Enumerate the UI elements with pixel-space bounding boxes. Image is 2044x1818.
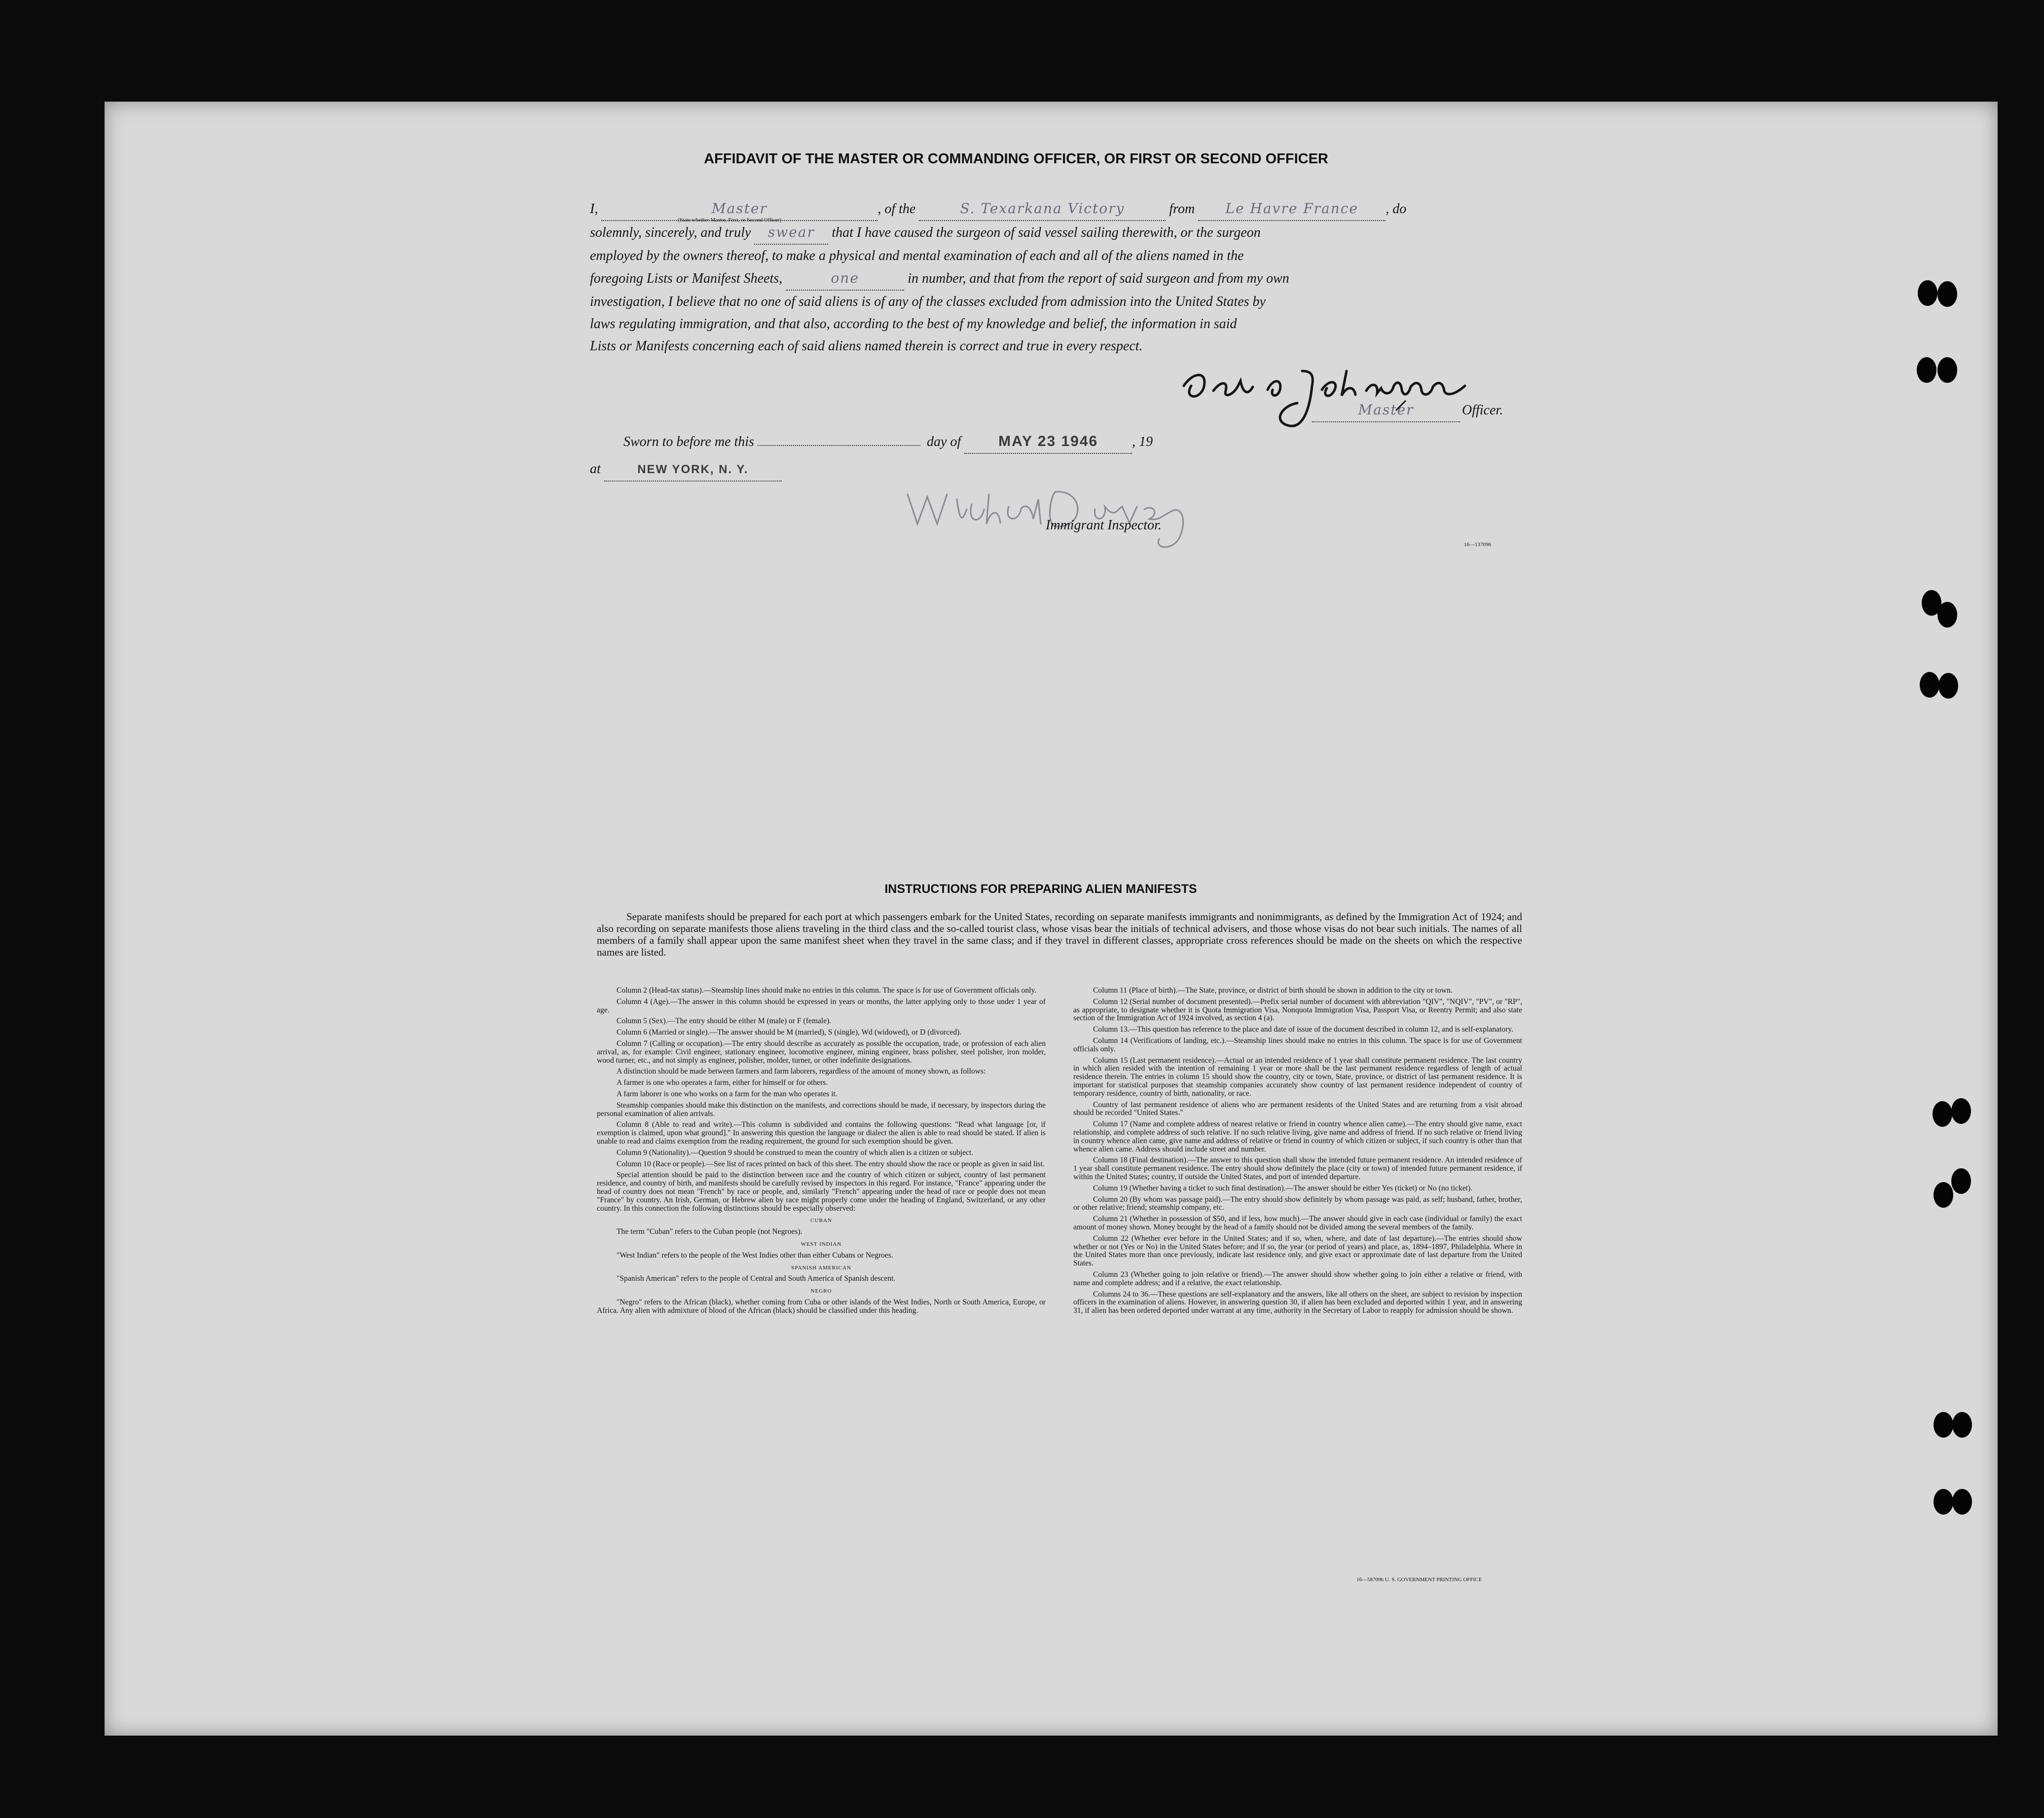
- section-heading: SPANISH AMERICAN: [791, 1264, 851, 1271]
- form-number: 16—137096: [1464, 542, 1491, 548]
- punch-hole: [1952, 1412, 1972, 1438]
- instruction-paragraph: Column 20 (By whom was passage paid).—The entry should show definitely by whom passage was paid, as self; husband, father, brother, or other relative; friend; steamship company, etc.: [1073, 1195, 1522, 1212]
- instruction-paragraph: A farm laborer is one who works on a farm for the man who operates it.: [617, 1089, 838, 1098]
- printer-footer: 16—58709b U. S. GOVERNMENT PRINTING OFFICE: [1356, 1577, 1482, 1583]
- officer-line: Master Officer.: [1312, 399, 1503, 422]
- vessel-field: S. Texarkana Victory: [919, 197, 1166, 221]
- instruction-paragraph: The term "Cuban" refers to the Cuban people (not Negroes).: [617, 1227, 803, 1236]
- place-field: NEW YORK, N. Y.: [604, 458, 782, 482]
- instruction-paragraph: Column 12 (Serial number of document presented).—Prefix serial number of document with abbreviation "QIV", "NQIV", "PV", or "RP", as appropriate, to designate whether it is Quota Immigration Visa, Nonquota Immigration Visa, Passport Visa, or Reentry Permit; and also state section of the Immigration Act of 1924 involved, as section 4 (a).: [1073, 997, 1522, 1023]
- instruction-paragraph: Special attention should be paid to the distinction between race and the country of which citizen or subject, country of last permanent residence, and country of birth, and manifests should be carefully revised by inspectors in this regard. For instance, "France" appearing under the head of country does not mean "French" by race or people, and, similarly "French" appearing under the head of race or people does not mean "France" by country. An Irish, German, or Hebrew alien by race might properly come under the heading of England, Switzerland, or any other country. In this connection the following distinctions should be especially observed:: [597, 1171, 1046, 1213]
- punch-hole: [1937, 602, 1957, 628]
- officer-title-field: Master: [1312, 399, 1460, 422]
- instruction-paragraph: "Spanish American" refers to the people of Central and South America of Spanish descent.: [617, 1274, 896, 1283]
- punch-hole: [1933, 1101, 1952, 1127]
- at-line: at NEW YORK, N. Y.: [590, 458, 782, 482]
- sheet-count-field: one: [786, 267, 904, 291]
- affidavit-line-7: Lists or Manifests concerning each of said aliens named therein is correct and true in every respect.: [590, 338, 1143, 354]
- instructions-title: INSTRUCTIONS FOR PREPARING ALIEN MANIFESTS: [884, 882, 1197, 896]
- punch-hole: [1951, 1098, 1971, 1124]
- affidavit-body: [590, 197, 1517, 357]
- affidavit-line-6: laws regulating immigration, and that also, according to the best of my knowledge and belief, the information in said: [590, 316, 1237, 332]
- punch-hole: [1934, 1412, 1953, 1438]
- oath-field: swear: [754, 221, 828, 245]
- affidavit-line-5: investigation, I believe that no one of said aliens is of any of the classes excluded from admission into the United States by: [590, 294, 1266, 309]
- instruction-paragraph: A distinction should be made between farmers and farm laborers, regardless of the amount of money shown, as follows:: [617, 1067, 986, 1076]
- instructions-intro: Separate manifests should be prepared for each port at which passengers embark for the United States, recording on separate manifests immigrants and nonimmigrants, as defined by the Immigration Act of 1924; and also recording on separate manifests those aliens traveling in the third class and the so-called tourist class, whose visas bear the initials of technical advisers, and those whose visas do not bear such initials. The names of all members of a family shall appear upon the same manifest sheet when they travel in the same class; and if they travel in different classes, appropriate cross references should be made on the sheets on which the respective names are listed.: [597, 911, 1522, 958]
- master-signature: [1174, 351, 1480, 435]
- instruction-paragraph: Columns 24 to 36.—These questions are self-explanatory and the answers, like all others on the sheet, are subject to revision by inspection officers in the examination of aliens. However, in answering question 30, if alien has been excluded and deported within 1 year, and in answering 31, if alien has been ordered deported under warrant at any time, authority in the Secretary of Labor to reapply for admission should be shown.: [1073, 1290, 1522, 1315]
- affidavit-title: AFFIDAVIT OF THE MASTER OR COMMANDING OFFICER, OR FIRST OR SECOND OFFICER: [704, 151, 1328, 167]
- rank-field: Master: [601, 197, 877, 221]
- section-heading: CUBAN: [810, 1218, 832, 1224]
- section-heading: WEST INDIAN: [801, 1241, 842, 1247]
- instruction-paragraph: Column 2 (Head-tax status).—Steamship lines should make no entries in this column. The space is for use of Government officials only.: [617, 986, 1037, 995]
- instruction-paragraph: Column 10 (Race or people).—See list of races printed on back of this sheet. The entry should show the race or people as given in said list.: [617, 1159, 1045, 1168]
- instruction-paragraph: Column 6 (Married or single).—The answer should be M (married), S (single), Wd (widowed), or D (divorced).: [617, 1028, 962, 1037]
- punch-hole: [1952, 1489, 1972, 1515]
- instruction-paragraph: Column 14 (Verifications of landing, etc.).—Steamship lines should make no entries in this column. The space is for use of Government officials only.: [1073, 1036, 1522, 1053]
- punch-hole: [1951, 1168, 1971, 1194]
- instruction-paragraph: Column 22 (Whether ever before in the United States; and if so, when, where, and date of last departure).—The entries should show whether or not (Yes or No) in the United States before; and if so, the year (or period of years) and place, as, 1894–1897, Philadelphia. Where in the United States more than once previously, indicate last residence only, and give exact or approximate date of last departure from the United States.: [1073, 1234, 1522, 1268]
- instruction-paragraph: "Negro" refers to the African (black), whether coming from Cuba or other islands of the West Indies, North or South America, Europe, or Africa. Any alien with admixture of blood of the African (black) should be classified under this heading.: [597, 1298, 1046, 1315]
- rank-subnote: (State whether Master, First, or Second Officer): [678, 217, 782, 223]
- punch-hole: [1938, 673, 1958, 699]
- instruction-paragraph: Column 4 (Age).—The answer in this column should be expressed in years or months, the latter applying only to those under 1 year of age.: [597, 997, 1046, 1014]
- affidavit-line-4: foregoing Lists or Manifest Sheets, one in number, and that from the report of said surgeon and from my own: [590, 267, 1517, 291]
- punch-hole: [1920, 672, 1939, 698]
- instruction-paragraph: Column 18 (Final destination).—The answer to this question shall show the intended future permanent residence. An intended residence of 1 year shall constitute permanent residence. The entry should show definitely the place (city or town) of intended future permanent residence, if within the United States; country, if outside the United States, and port of intended departure.: [1073, 1156, 1522, 1181]
- port-field: Le Havre France: [1198, 197, 1386, 221]
- instruction-paragraph: Column 8 (Able to read and write).—This column is subdivided and contains the following questions: "Read what language [or, if exemption is claimed, upon what ground]." In answering this question the language or dialect the alien is able to read should be stated. If alien is unable to read and claims exemption from the reading requirement, the ground for such exemption should be given.: [597, 1120, 1046, 1146]
- affidavit-line-1: I, Master , of the S. Texarkana Victory from Le Havre France , do: [590, 197, 1517, 221]
- affidavit-line-3: employed by the owners thereof, to make a physical and mental examination of each and all of the aliens named in the: [590, 248, 1244, 263]
- instruction-paragraph: Column 15 (Last permanent residence).—Actual or an intended residence of 1 year shall constitute permanent residence. The last country in which alien resided with the intention of remaining 1 year or more shall be the last permanent residence regardless of length of actual residence therein. The entries in column 15 should show the country, city or town, State, province, or district of last permanent residence. It is important for statistical purposes that steamship companies accurately show country of last permanent residence independent of country of temporary residence, country of birth, nationality, or race.: [1073, 1056, 1522, 1098]
- instruction-paragraph: Country of last permanent residence of aliens who are permanent residents of the United States and are returning from a visit abroad should be recorded "United States.": [1073, 1100, 1522, 1117]
- instruction-paragraph: Column 19 (Whether having a ticket to such final destination).—The answer should be either Yes (ticket) or No (no ticket).: [1093, 1184, 1473, 1192]
- instruction-paragraph: Column 5 (Sex).—The entry should be either M (male) or F (female).: [617, 1017, 832, 1026]
- punch-hole: [1934, 1489, 1953, 1515]
- sworn-day-field: [758, 445, 920, 446]
- instruction-paragraph: Column 23 (Whether going to join relative or friend).—The answer should show whether going to join either a relative or friend, with name and complete address; and if a relative, the exact relationship.: [1073, 1270, 1522, 1287]
- sworn-date-field: MAY 23 1946: [964, 430, 1132, 454]
- instruction-paragraph: Column 17 (Name and complete address of nearest relative or friend in country whence alien came).—The entry should give name, exact relationship, and complete address of such relative. If no such relative living, give name and address of friend. If no such relative or friend living in country whence alien came, give name and address of relative or friend in country of which citizen or subject, if such country is other than that whence alien came. Address should include street and number.: [1073, 1120, 1522, 1153]
- instruction-paragraph: Column 21 (Whether in possession of $50, and if less, how much).—The answer should give in each case (individual or family) the exact amount of money shown. Money brought by the head of a family should not be divided among the several members of the family.: [1073, 1215, 1522, 1231]
- instructions-right-column: [1073, 987, 1522, 1318]
- instruction-paragraph: Steamship companies should make this distinction on the manifests, and corrections should be made, if necessary, by inspectors during the personal examination of alien arrivals.: [597, 1101, 1046, 1118]
- punch-hole: [1917, 357, 1936, 383]
- instruction-paragraph: Column 9 (Nationality).—Question 9 should be construed to mean the country of which alien is a citizen or subject.: [617, 1148, 974, 1157]
- section-heading: NEGRO: [810, 1288, 832, 1295]
- instruction-paragraph: "West Indian" refers to the people of the West Indies other than either Cubans or Negroes.: [617, 1251, 893, 1260]
- punch-hole: [1937, 357, 1957, 383]
- instruction-paragraph: A farmer is one who operates a farm, either for himself or for others.: [617, 1078, 828, 1087]
- affidavit-line-2: solemnly, sincerely, and truly swear that I have caused the surgeon of said vessel sailing therewith, or the surgeon: [590, 221, 1517, 245]
- punch-hole: [1918, 280, 1937, 306]
- punch-hole: [1934, 1182, 1953, 1208]
- instruction-paragraph: Column 11 (Place of birth).—The State, province, or district of birth should be shown in addition to the city or town.: [1093, 986, 1453, 995]
- inspector-label: Immigrant Inspector.: [1046, 518, 1162, 533]
- punch-hole: [1937, 281, 1957, 307]
- instruction-paragraph: Column 7 (Calling or occupation).—The entry should describe as accurately as possible the occupation, trade, or profession of each alien arrival, as, for example: Civil engineer, stationary engineer, locomotive engineer, mining engineer, brass polisher, steel polisher, iron molder, wood turner, etc., and not simply as engineer, polisher, molder, turner, or other indefinite designations.: [597, 1039, 1046, 1065]
- instruction-paragraph: Column 13.—This question has reference to the place and date of issue of the document described in column 12, and is self-explanatory.: [1093, 1025, 1514, 1034]
- sworn-line: Sworn to before me this day of MAY 23 1946 , 19: [623, 430, 1153, 454]
- instructions-left-column: [597, 987, 1046, 1318]
